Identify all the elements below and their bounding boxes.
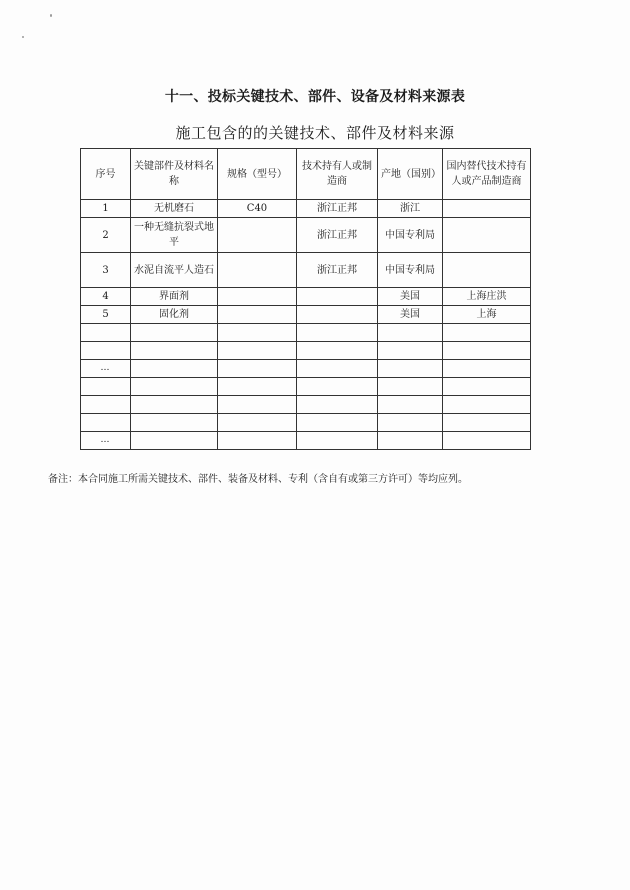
- header-domestic-alternative: 国内替代技术持有人或产品制造商: [443, 149, 531, 200]
- cell-spec: C40: [218, 200, 297, 218]
- cell-holder: [297, 342, 378, 360]
- source-table: [80, 148, 531, 450]
- cell-spec: [218, 378, 297, 396]
- cell-holder: [297, 324, 378, 342]
- page-title: 十一、投标关键技术、部件、设备及材料来源表: [164, 89, 466, 105]
- cell-material-name: 水泥自流平人造石: [131, 253, 218, 288]
- table-row: [81, 200, 531, 218]
- cell-spec: [218, 288, 297, 306]
- header-origin: 产地（国别）: [378, 149, 443, 200]
- cell-serial: [81, 342, 131, 360]
- header-holder: 技术持有人或制造商: [297, 149, 378, 200]
- table-row: [81, 306, 531, 324]
- cell-spec: [218, 342, 297, 360]
- table-row: [81, 360, 531, 378]
- table-row: [81, 324, 531, 342]
- table-row: [81, 378, 531, 396]
- cell-serial: 5: [81, 306, 131, 324]
- cell-domestic-alternative: [443, 253, 531, 288]
- cell-domestic-alternative: [443, 324, 531, 342]
- cell-serial: 3: [81, 253, 131, 288]
- cell-material-name: [131, 360, 218, 378]
- table-row: [81, 253, 531, 288]
- cell-holder: [297, 378, 378, 396]
- cell-origin: [378, 414, 443, 432]
- cell-origin: 美国: [378, 306, 443, 324]
- cell-domestic-alternative: [443, 200, 531, 218]
- cell-origin: [378, 396, 443, 414]
- cell-serial: [81, 396, 131, 414]
- cell-material-name: [131, 414, 218, 432]
- scan-speck: [22, 36, 24, 38]
- cell-spec: [218, 396, 297, 414]
- cell-holder: [297, 360, 378, 378]
- cell-origin: 中国专利局: [378, 218, 443, 253]
- cell-spec: [218, 218, 297, 253]
- cell-holder: [297, 432, 378, 450]
- header-spec: 规格（型号）: [218, 149, 297, 200]
- cell-serial: [81, 378, 131, 396]
- cell-material-name: 无机磨石: [131, 200, 218, 218]
- cell-spec: [218, 306, 297, 324]
- scan-speck: [50, 14, 52, 17]
- cell-domestic-alternative: [443, 396, 531, 414]
- cell-spec: [218, 360, 297, 378]
- cell-serial: [81, 414, 131, 432]
- cell-domestic-alternative: [443, 218, 531, 253]
- cell-holder: 浙江正邦: [297, 200, 378, 218]
- cell-origin: 美国: [378, 288, 443, 306]
- cell-origin: [378, 360, 443, 378]
- cell-serial: 1: [81, 200, 131, 218]
- cell-serial: 2: [81, 218, 131, 253]
- table-caption: 施工包含的的关键技术、部件及材料来源: [175, 124, 455, 142]
- cell-spec: [218, 324, 297, 342]
- cell-spec: [218, 253, 297, 288]
- cell-holder: [297, 396, 378, 414]
- cell-domestic-alternative: 上海庄洪: [443, 288, 531, 306]
- cell-origin: [378, 378, 443, 396]
- cell-domestic-alternative: [443, 360, 531, 378]
- table-row: [81, 342, 531, 360]
- cell-holder: 浙江正邦: [297, 253, 378, 288]
- cell-material-name: 一种无缝抗裂式地平: [131, 218, 218, 253]
- table-row: [81, 218, 531, 253]
- cell-origin: 浙江: [378, 200, 443, 218]
- cell-material-name: [131, 378, 218, 396]
- table-row: [81, 396, 531, 414]
- cell-material-name: [131, 324, 218, 342]
- cell-material-name: 界面剂: [131, 288, 218, 306]
- cell-material-name: 固化剂: [131, 306, 218, 324]
- table-header-row: [81, 149, 531, 200]
- table-row: [81, 288, 531, 306]
- footnote: 备注：本合同施工所需关键技术、部件、装备及材料、专利（含自有或第三方许可）等均应列。: [48, 474, 468, 485]
- cell-origin: [378, 432, 443, 450]
- cell-serial: …: [81, 360, 131, 378]
- cell-origin: 中国专利局: [378, 253, 443, 288]
- cell-serial: [81, 324, 131, 342]
- cell-domestic-alternative: 上海: [443, 306, 531, 324]
- cell-holder: [297, 306, 378, 324]
- cell-material-name: [131, 396, 218, 414]
- cell-domestic-alternative: [443, 378, 531, 396]
- cell-material-name: [131, 342, 218, 360]
- table-row: [81, 432, 531, 450]
- header-material-name: 关键部件及材料名称: [131, 149, 218, 200]
- cell-holder: [297, 414, 378, 432]
- cell-holder: [297, 288, 378, 306]
- cell-spec: [218, 414, 297, 432]
- cell-origin: [378, 324, 443, 342]
- cell-serial: …: [81, 432, 131, 450]
- cell-origin: [378, 342, 443, 360]
- cell-domestic-alternative: [443, 342, 531, 360]
- cell-domestic-alternative: [443, 432, 531, 450]
- table-row: [81, 414, 531, 432]
- cell-serial: 4: [81, 288, 131, 306]
- cell-spec: [218, 432, 297, 450]
- cell-holder: 浙江正邦: [297, 218, 378, 253]
- header-serial: 序号: [81, 149, 131, 200]
- cell-material-name: [131, 432, 218, 450]
- cell-domestic-alternative: [443, 414, 531, 432]
